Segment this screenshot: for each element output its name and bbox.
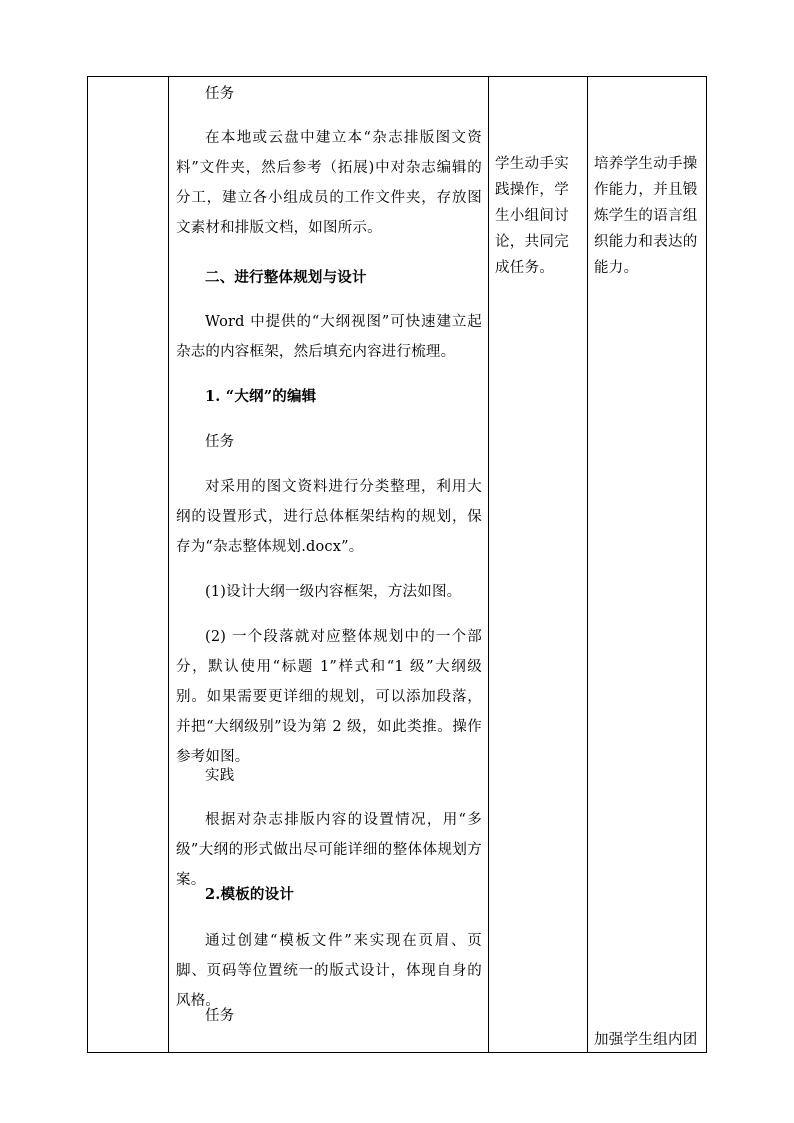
student-activity-column [489,77,587,1052]
folder-task-paragraph: 在本地或云盘中建立本“杂志排版图文资料”文件夹，然后参考（拓展)中对杂志编辑的分工，建立各小组成员的工作文件夹，存放图文素材和排版文档，如图所示。 [176,130,482,236]
template-paragraph: 通过创建“模板文件”来实现在页眉、页脚、页码等位置统一的版式设计，体现自身的风格。 [176,933,482,1009]
task-heading: 任务 [205,1008,235,1024]
step-2-paragraph: (2) 一个段落就对应整体规划中的一个部分，默认使用“标题 1”样式和“1 级”大纲级别。如果需要更详细的规划，可以添加段落，并把“大纲级别”设为第 2 级，如此类推。操作参考如图。 [176,629,482,765]
column-divider [168,77,169,1052]
task-heading: 任务 [205,434,235,450]
outline-task-paragraph: 对采用的图文资料进行分类整理，利用大纲的设置形式，进行总体框架结构的规划，保存为“杂志整体规划.docx”。 [176,479,482,555]
student-activity-text: 学生动手实践操作，学生小组间讨论，共同完成任务。 [495,156,569,276]
design-intent-text: 培养学生动手操作能力，并且锻炼学生的语言组织能力和表达的能力。 [594,156,698,276]
section-heading-planning: 二、进行整体规划与设计 [205,269,367,286]
practice-heading: 实践 [205,768,235,784]
step-1-paragraph: (1)设计大纲一级内容框架，方法如图。 [205,584,462,600]
subsection-heading-outline: 1. “大纲”的编辑 [205,388,317,405]
practice-paragraph: 根据对杂志排版内容的设置情况，用“多级”大纲的形式做出尽可能详细的整体体规划方案。 [176,812,482,888]
subsection-heading-template: 2.模板的设计 [205,886,295,903]
design-intent-column [588,77,706,1052]
teaching-content-column [170,77,488,1052]
task-heading: 任务 [205,86,235,102]
outline-view-paragraph: Word 中提供的“大纲视图”可快速建立起杂志的内容框架，然后填充内容进行梳理。 [176,314,482,360]
design-intent-text-continued: 加强学生组内团 [594,1032,698,1048]
lesson-table [87,76,707,1053]
